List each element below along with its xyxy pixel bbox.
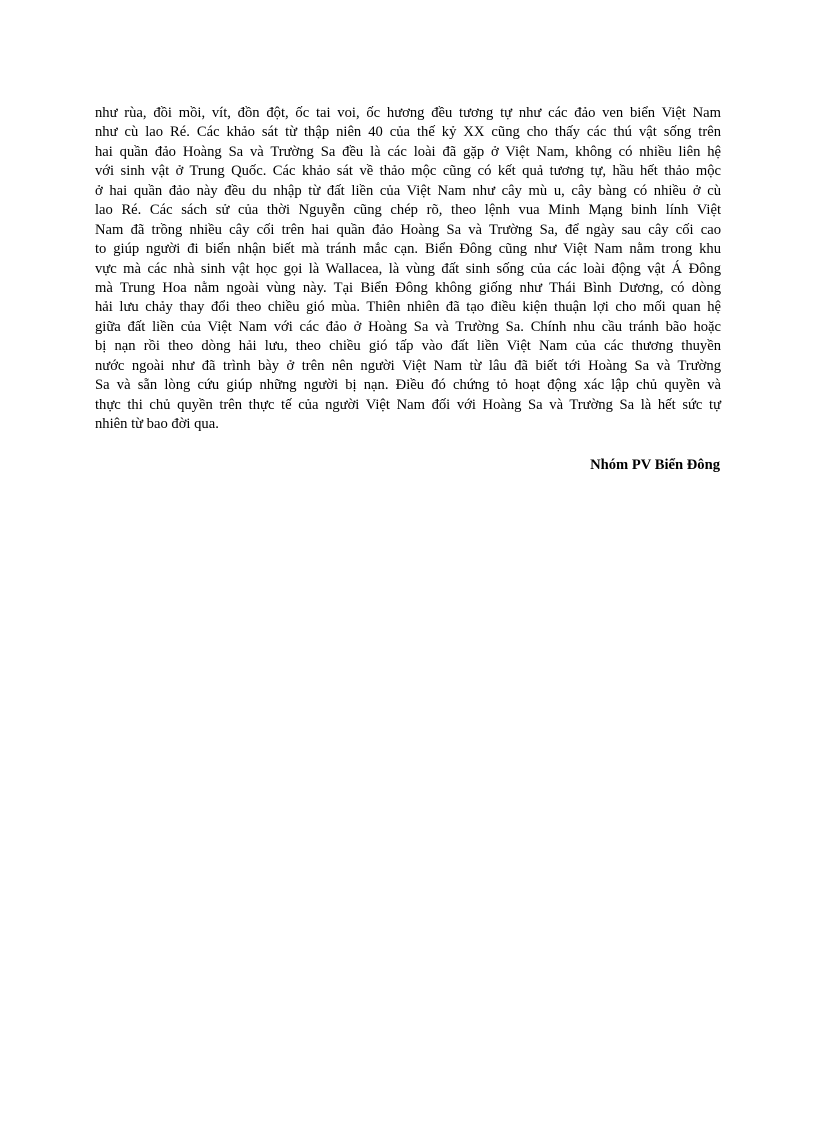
paragraph-line: hai quần đảo Hoàng Sa và Trường Sa đều là các loài đã gặp ở Việt Nam, không có nhiều liên hệ [95,143,721,160]
paragraph-line: lao Ré. Các sách sử của thời Nguyễn cũng chép rõ, theo lệnh vua Minh Mạng binh lính Việt [95,202,721,219]
paragraph-line: giữa đất liền của Việt Nam với các đảo ở Hoàng Sa và Trường Sa. Chính nhu cầu tránh bão hoặc [95,318,721,335]
paragraph-line: thực thi chủ quyền trên thực tế của người Việt Nam đối với Hoàng Sa và Trường Sa là hết sức tự [95,396,721,413]
paragraph-line: Nam đã trồng nhiều cây cối trên hai quần đảo Hoàng Sa và Trường Sa, để ngày sau cây cối cao [95,221,721,238]
paragraph-line: Sa và sẵn lòng cứu giúp những người bị nạn. Điều đó chứng tỏ hoạt động xác lập chủ quyền và [95,377,721,394]
paragraph-line: mà Trung Hoa nằm ngoài vùng này. Tại Biển Đông không giống như Thái Bình Dương, có dòng [95,279,721,296]
paragraph-line: vực mà các nhà sinh vật học gọi là Wallacea, là vùng đất sinh sống của các loài động vật Á Đông [95,260,721,277]
paragraph-line: như rùa, đồi mồi, vít, đồn đột, ốc tai voi, ốc hương đều tương tự như các đảo ven biển Việt Nam [95,105,721,121]
paragraph-line: như cù lao Ré. Các khảo sát từ thập niên 40 của thế kỷ XX cũng cho thấy các thú vật sống trên [95,124,721,141]
paragraph-line: với sinh vật ở Trung Quốc. Các khảo sát về thảo mộc cũng có kết quả tương tự, hầu hết thảo mộc [95,163,721,180]
paragraph-line: nước ngoài như đã trình bày ở trên nên người Việt Nam từ lâu đã biết tới Hoàng Sa và Trường [95,357,721,374]
paragraph-line: ở hai quần đảo này đều du nhập từ đất liền của Việt Nam như cây mù u, cây bàng có nhiều ở cù [95,182,721,199]
paragraph-line: bị nạn rồi theo dòng hải lưu, theo chiều gió tấp vào đất liền Việt Nam của các thương thuyền [95,338,721,355]
paragraph-line: to giúp người đi biển nhận biết mà tránh mắc cạn. Biển Đông cũng như Việt Nam nằm trong khu [95,241,721,258]
paragraph-line: hải lưu chảy thay đổi theo chiều gió mùa. Thiên nhiên đã tạo điều kiện thuận lợi cho mối quan hệ [95,299,721,316]
paragraph-line: nhiên từ bao đời qua. [95,416,219,432]
author-signature: Nhóm PV Biển Đông [590,457,720,473]
body-paragraph [95,104,721,434]
